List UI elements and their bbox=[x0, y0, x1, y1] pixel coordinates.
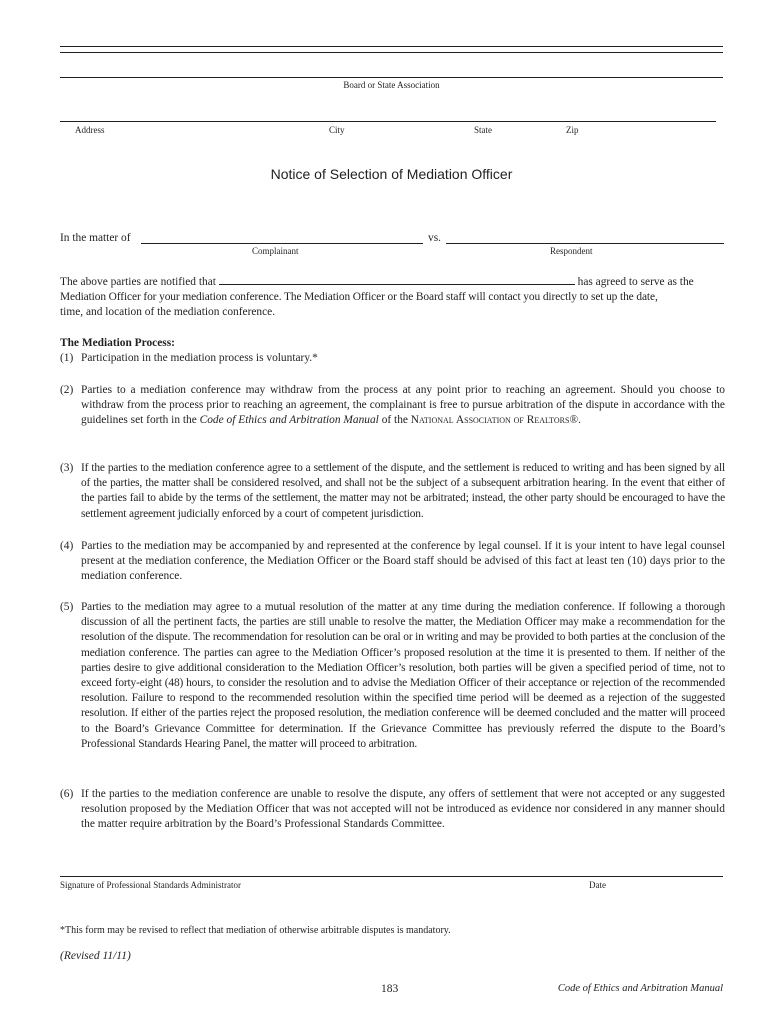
item-text: If the parties to the mediation conference are unable to resolve the dispute, any offers of settlement that were not accepted or any suggested resolution proposed by the Mediation Officer that was not accepted will not be introduced as evidence nor considered in any manner should the matter require arbitration by the Board’s Professional Standards Committee. bbox=[81, 788, 725, 831]
complainant-line bbox=[141, 243, 423, 244]
item-text: Participation in the mediation process is voluntary.* bbox=[81, 352, 318, 364]
notice-part-2: has agreed to serve as the bbox=[577, 276, 694, 288]
notice-part-1: The above parties are notified that bbox=[60, 276, 216, 288]
manual-title: Code of Ethics and Arbitration Manual bbox=[199, 414, 379, 427]
complainant-label: Complainant bbox=[252, 246, 299, 256]
item-text-end: ®. bbox=[569, 414, 581, 427]
city-label: City bbox=[329, 125, 345, 135]
item-number: (1) bbox=[60, 352, 74, 364]
state-label: State bbox=[474, 125, 492, 135]
top-rule-1 bbox=[60, 46, 723, 47]
signature-line bbox=[60, 876, 723, 877]
address-line bbox=[60, 121, 716, 122]
item-text: Parties to the mediation may agree to a mutual resolution of the matter at any time during the mediation conference. If following a thorough discussion of all the pertinent facts, the parties are still unable to resolve the matter, the Mediation Officer may make a recommendation for the resolution of the dispute. The recommendation for resolution can be oral or in writing and may be provided to both parties at the conclusion of the mediation conference. The parties can agree to the Mediation Officer’s proposed resolution at the time it is presented to them. If neither of the parties desire to give additional consideration to the Mediation Officer’s resolution, both parties will be given a specified period of time, not to exceed forty-eight (48) hours, to consider the resolution and to advise the Mediation Officer of their acceptance or rejection of the recommended resolution. Failure to respond to the recommended resolution within the specified time period will be deemed as a rejection of the suggested resolution. If either of the parties reject the proposed resolution, the mediation conference will be deemed concluded and the matter will proceed to the Board’s Grievance Committee for determination. If the Grievance Committee has previously referred the dispute to the Board’s Professional Standards Hearing Panel, the matter will proceed to arbitration. bbox=[81, 601, 725, 750]
nar-name: National Association of Realtors bbox=[410, 414, 570, 427]
process-heading: The Mediation Process: bbox=[60, 337, 175, 349]
item-text bbox=[81, 383, 725, 429]
item-number: (4) bbox=[60, 540, 74, 552]
notice-line-3: time, and location of the mediation conference. bbox=[60, 306, 276, 318]
respondent-line bbox=[446, 243, 724, 244]
item-text-a: Parties to a mediation conference may withdraw from the process at any point prior to reaching an agreement. Should you choose to withdraw from the process prior to reaching an agreement, the complainant is free to pursue arbitration of the dispute in accordance with the guidelines set forth in the bbox=[81, 384, 725, 427]
item-text: Parties to the mediation may be accompanied by and represented at the conference by legal counsel. If it is your intent to have legal counsel present at the mediation conference, the Mediation Officer or the Board staff should be advised of this fact at least ten (10) days prior to the mediation conference. bbox=[81, 540, 725, 583]
item-number: (2) bbox=[60, 384, 74, 396]
item-text: If the parties to the mediation conference agree to a settlement of the dispute, and the settlement is reduced to writing and has been signed by all of the parties, the matter shall be considered resolved, and shall not be the subject of a subsequent arbitration hearing. In the event that either of the parties fail to abide by the terms of the settlement, the matter may not be arbitrated; instead, the other party should be encouraged to have the settlement agreement judicially enforced by a court of competent jurisdiction. bbox=[81, 462, 725, 520]
footnote: *This form may be revised to reflect that mediation of otherwise arbitrable disputes is mandatory. bbox=[60, 925, 451, 936]
matter-prefix: In the matter of bbox=[60, 232, 131, 244]
item-text-b: of the bbox=[378, 414, 411, 427]
item-number: (3) bbox=[60, 462, 74, 474]
running-footer: Code of Ethics and Arbitration Manual bbox=[557, 983, 723, 994]
notice-line-2: Mediation Officer for your mediation conference. The Mediation Officer or the Board staff will contact you directly to set up the date, bbox=[60, 291, 658, 303]
date-label: Date bbox=[589, 880, 606, 890]
notice-line-1 bbox=[60, 274, 725, 290]
page-title: Notice of Selection of Mediation Officer bbox=[270, 166, 513, 182]
revised-note: (Revised 11/11) bbox=[60, 950, 131, 962]
mediation-officer-blank bbox=[219, 274, 575, 285]
item-number: (5) bbox=[60, 601, 74, 613]
address-label: Address bbox=[75, 125, 105, 135]
respondent-label: Respondent bbox=[550, 246, 593, 256]
top-rule-2 bbox=[60, 52, 723, 53]
page-number: 183 bbox=[381, 983, 399, 995]
board-label: Board or State Association bbox=[343, 80, 440, 90]
item-number: (6) bbox=[60, 788, 74, 800]
board-line bbox=[60, 77, 723, 78]
zip-label: Zip bbox=[566, 125, 579, 135]
matter-vs: vs. bbox=[428, 232, 441, 244]
signature-label: Signature of Professional Standards Administrator bbox=[60, 880, 241, 890]
